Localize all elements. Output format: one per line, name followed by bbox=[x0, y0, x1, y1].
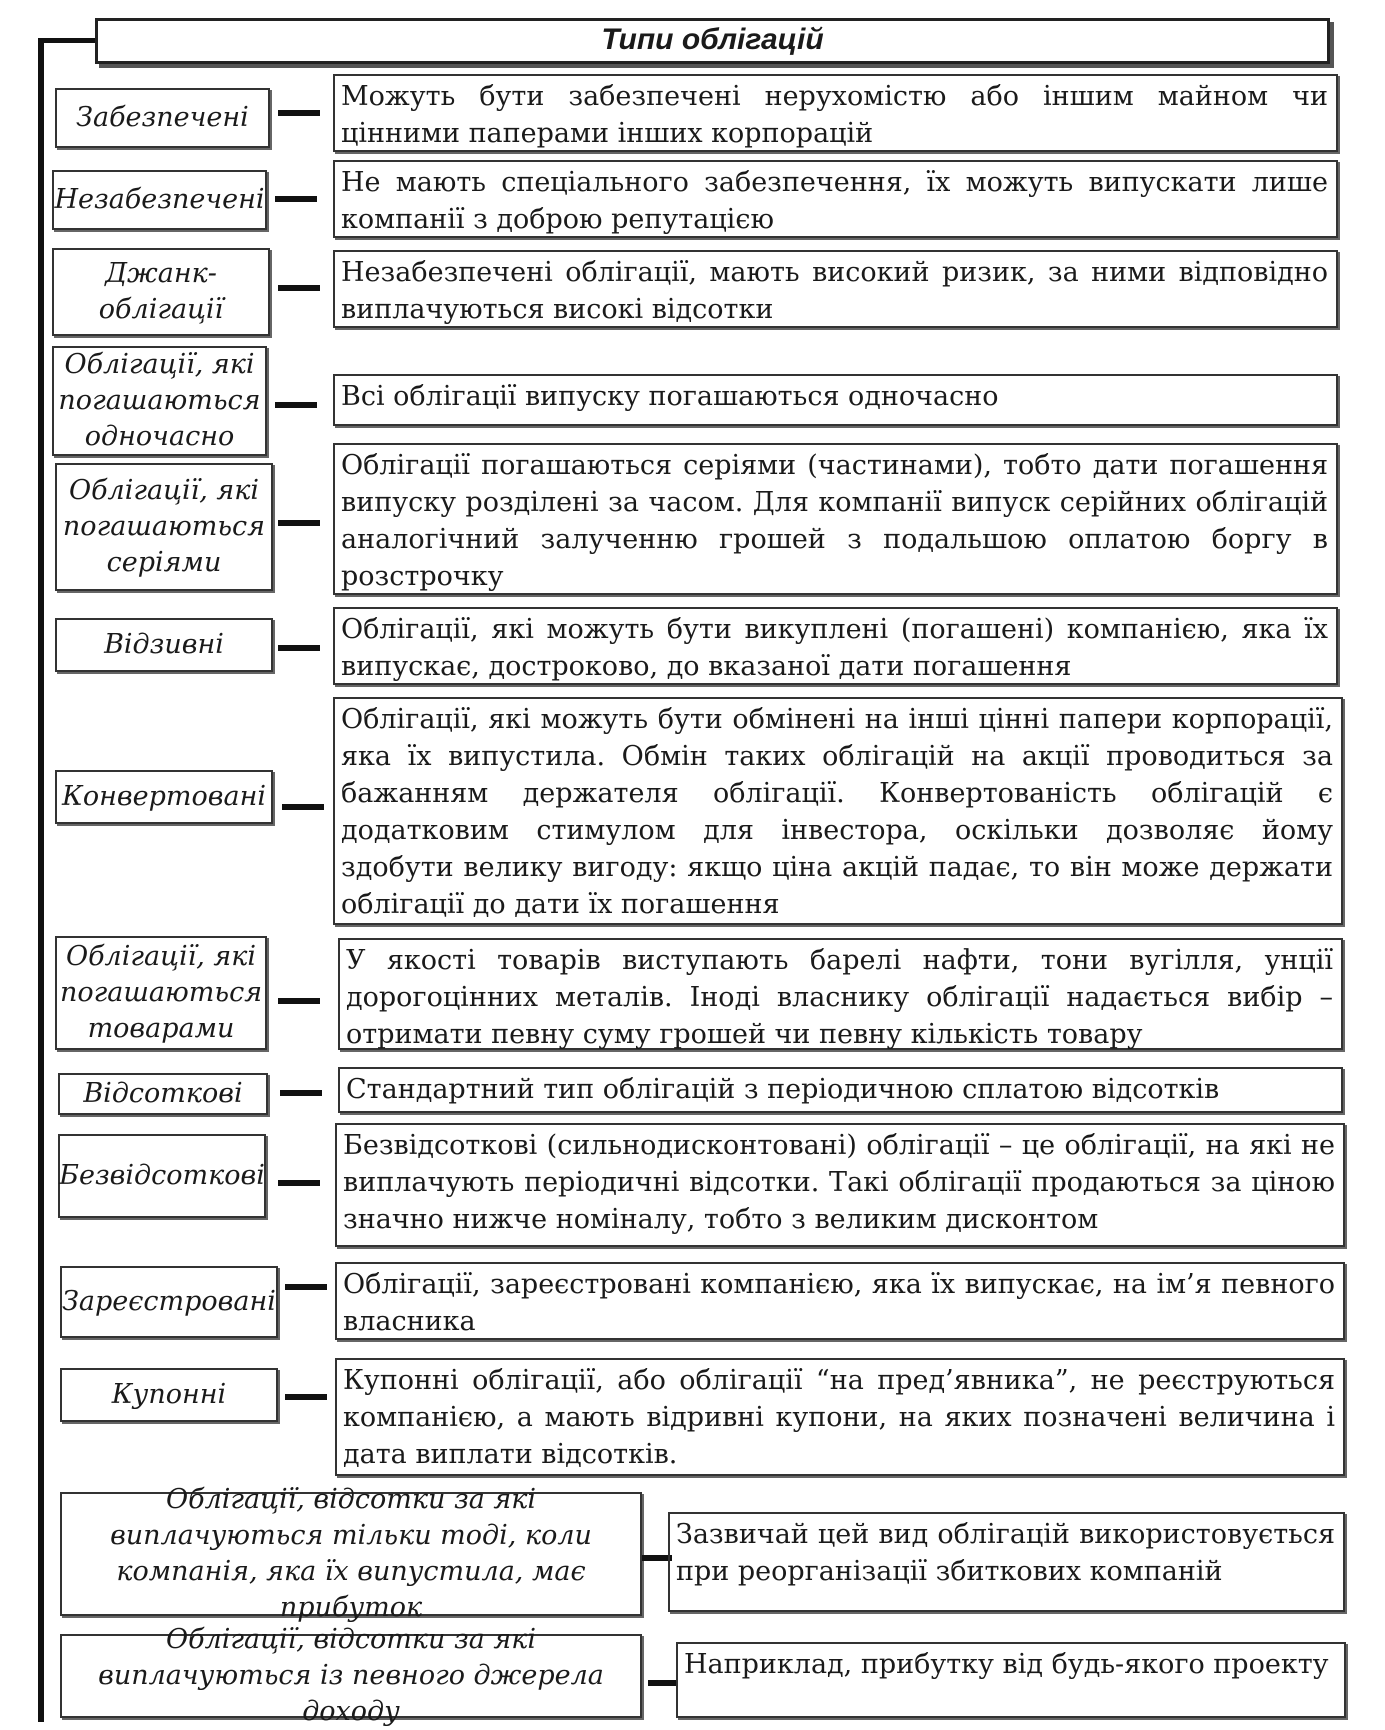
tree-spine-top bbox=[38, 38, 98, 43]
connector bbox=[278, 285, 320, 291]
type-label-registered: Зареєстровані bbox=[60, 1266, 278, 1338]
type-description-coupon: Купонні облігації, або облігації “на пред’явника”, не реєструються компанією, а мають відривні купони, на яких позначені величина і дата виплати відсотків. bbox=[335, 1358, 1345, 1476]
type-description-convertible: Облігації, які можуть бути обмінені на інші цінні папери корпорації, яка їх випустила. Обмін таких облігацій на акції проводиться за бажанням держателя облігації. Конвертованість облігацій є додатковим стимулом для інвестора, оскільки дозволяє йому здобути велику вигоду: якщо ціна акцій падає, то він може держати облігації до дати їх погашення bbox=[333, 697, 1343, 925]
type-label-unsecured: Незабезпечені bbox=[52, 170, 267, 230]
type-description-junk: Незабезпечені облігації, мають високий ризик, за ними відповідно виплачуються високі відсотки bbox=[333, 250, 1338, 328]
type-label-secured: Забезпечені bbox=[55, 88, 270, 148]
type-description-secured: Можуть бути забезпечені нерухомістю або іншим майном чи цінними паперами інших корпорацій bbox=[333, 74, 1338, 152]
type-label-interest: Відсоткові bbox=[58, 1073, 268, 1115]
type-description-callable: Облігації, які можуть бути викуплені (погашені) компанією, яка їх випускає, достроково, до вказаної дати погашення bbox=[333, 607, 1338, 685]
type-description-serial: Облігації погашаються серіями (частинами), тобто дати погашення випуску розділені за часом. Для компанії випуск серійних облігацій аналогічний залученню грошей з подальшою оплатою боргу в розстрочку bbox=[333, 443, 1338, 595]
type-description-revenue-bonds: Наприклад, прибутку від будь-якого проекту bbox=[676, 1642, 1346, 1718]
connector bbox=[278, 520, 320, 526]
type-label-commodity: Облігації, які погашаються товарами bbox=[55, 936, 267, 1050]
type-label-callable: Відзивні bbox=[55, 618, 273, 672]
connector bbox=[278, 1180, 320, 1186]
type-label-junk: Джанк-облігації bbox=[52, 248, 270, 336]
connector bbox=[275, 402, 317, 408]
connector bbox=[282, 804, 324, 810]
connector bbox=[278, 110, 320, 116]
type-description-zero-coupon: Безвідсоткові (сильнодисконтовані) облігації – це облігації, на які не виплачують періодичні відсотки. Такі облігації продаються за ціною значно нижче номіналу, тобто з великим дисконтом bbox=[335, 1123, 1345, 1247]
connector bbox=[275, 196, 317, 202]
type-label-coupon: Купонні bbox=[60, 1368, 278, 1422]
connector bbox=[278, 645, 320, 651]
type-description-registered: Облігації, зареєстровані компанією, яка їх випускає, на ім’я певного власника bbox=[335, 1262, 1345, 1340]
type-label-single-maturity: Облігації, які погашаються одночасно bbox=[52, 346, 267, 456]
tree-spine bbox=[38, 38, 44, 1722]
type-label-serial: Облігації, які погашаються серіями bbox=[55, 463, 273, 591]
type-description-commodity: У якості товарів виступають барелі нафти, тони вугілля, унції дорогоцінних металів. Іноді власнику облігації надається вибір – отримати певну суму грошей чи певну кількість товару bbox=[338, 938, 1343, 1050]
type-label-convertible: Конвертовані bbox=[55, 770, 273, 824]
connector bbox=[280, 1090, 322, 1096]
type-description-single-maturity: Всі облігації випуску погашаються одночасно bbox=[333, 374, 1338, 426]
type-description-unsecured: Не мають спеціального забезпечення, їх можуть випускати лише компанії з доброю репутацією bbox=[333, 160, 1338, 238]
type-label-revenue-bonds: Облігації, відсотки за які виплачуються із певного джерела доходу bbox=[60, 1634, 642, 1718]
type-label-income-bonds: Облігації, відсотки за які виплачуються тільки тоді, коли компанія, яка їх випустила, має прибуток bbox=[60, 1492, 642, 1616]
type-label-zero-coupon: Безвідсоткові bbox=[58, 1134, 266, 1218]
type-description-income-bonds: Зазвичай цей вид облігацій використовується при реорганізації збиткових компаній bbox=[668, 1512, 1345, 1612]
diagram-title: Типи облігацій bbox=[95, 18, 1330, 64]
connector bbox=[285, 1394, 327, 1400]
connector bbox=[278, 998, 320, 1004]
connector bbox=[285, 1284, 327, 1290]
connector bbox=[648, 1680, 678, 1686]
type-description-interest: Стандартний тип облігацій з періодичною сплатою відсотків bbox=[338, 1067, 1343, 1113]
